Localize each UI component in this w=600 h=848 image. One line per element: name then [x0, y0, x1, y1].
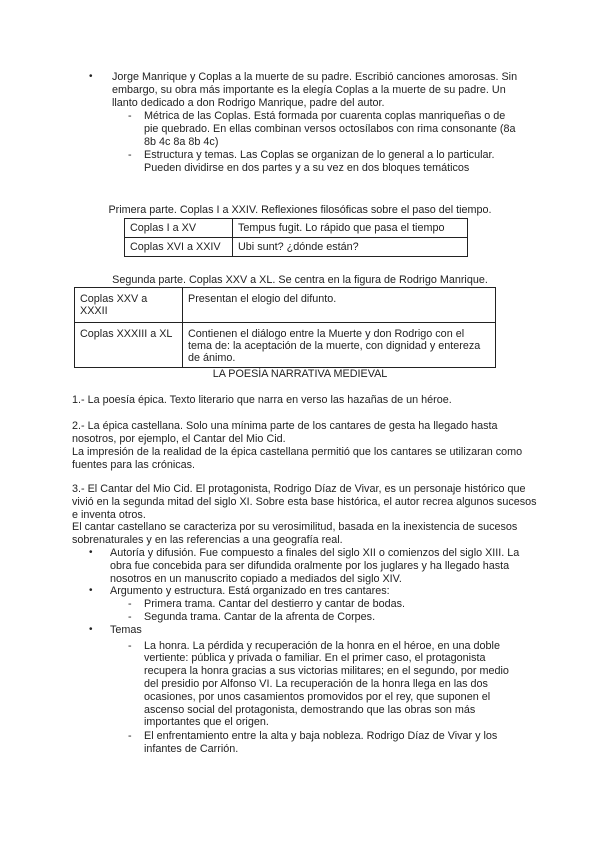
estructura-item: - Estructura y temas. Las Coplas se organizan de lo general a lo particular. Pueden dividirse en dos partes y a su vez en dos bloques temáticos [0, 149, 520, 175]
table-cell: Contienen el diálogo entre la Muerte y don Rodrigo con el tema de: la aceptación de la muerte, con dignidad y entereza de ánimo. [183, 323, 496, 368]
manrique-list [0, 71, 520, 174]
table2-caption: Segunda parte. Coplas XXV a XL. Se centra en la figura de Rodrigo Manrique. [112, 274, 488, 286]
honra-item: - La honra. La pérdida y recuperación de la honra en el héroe, en una doble vertiente: pública y privada o familiar. En el primer caso, el protagonista recupera la honra gracias a sus victorias militares; en el segundo, por medio del presidio por Alfonso VI. La recuperación de la honra llega en las dos ocasiones, por unos casamientos promovidos por el rey, que suponen el ascenso social del protagonista, demostrando que las obras son más importantes que el origen. [0, 640, 520, 730]
temas-item: • Temas [0, 624, 520, 637]
table-row [125, 238, 468, 257]
metrica-item: - Métrica de las Coplas. Está formada por cuarenta coplas manriqueñas o de pie quebrado. En ellas combinan versos octosílabos con rima consonante (8a 8b 4c 8a 8b 4c) [0, 110, 520, 148]
manrique-intro: • Jorge Manrique y Coplas a la muerte de su padre. Escribió canciones amorosas. Sin embargo, su obra más importante es la elegía Coplas a la muerte de su padre. Un llanto dedicado a don Rodrigo Manrique, padre del autor. [0, 71, 520, 109]
paragraph-2b: La impresión de la realidad de la épica castellana permitió que los cantares se utilizaran como fuentes para las crónicas. [72, 446, 523, 471]
table-row [125, 219, 468, 238]
paragraph-3a: 3.- El Cantar del Mio Cid. El protagonista, Rodrigo Díaz de Vivar, es un personaje histórico que vivió en la segunda mitad del siglo XI. Sobre esta base histórica, el autor recrea algunos sucesos e inventa otros. [72, 483, 537, 521]
table-cell: Coplas I a XV [125, 219, 233, 238]
table-segunda-parte [74, 287, 496, 368]
table-cell: Coplas XXXIII a XL [75, 323, 183, 368]
table-cell: Coplas XVI a XXIV [125, 238, 233, 257]
table-cell: Tempus fugit. Lo rápido que pasa el tiempo [233, 219, 468, 238]
autoria-item: • Autoría y difusión. Fue compuesto a finales del siglo XII o comienzos del siglo XIII. La obra fue concebida para ser difundida oralmente por los juglares y ha llegado hasta nosotros en un manuscrito copiado a mediados del siglo XIV. [0, 547, 520, 585]
table-cell: Coplas XXV a XXXII [75, 288, 183, 323]
trama-2-item: - Segunda trama. Cantar de la afrenta de Corpes. [0, 611, 520, 624]
table-cell: Presentan el elogio del difunto. [183, 288, 496, 323]
section-heading: LA POESÍA NARRATIVA MEDIEVAL [212, 368, 388, 380]
paragraph-1: 1.- La poesía épica. Texto literario que narra en verso las hazañas de un héroe. [72, 394, 452, 406]
table-primera-parte [124, 218, 468, 257]
nobleza-item: - El enfrentamiento entre la alta y baja nobleza. Rodrigo Díaz de Vivar y los infantes de Carrión. [0, 730, 520, 756]
table-cell: Ubi sunt? ¿dónde están? [233, 238, 468, 257]
trama-1-item: - Primera trama. Cantar del destierro y cantar de bodas. [0, 598, 520, 611]
table-row [75, 323, 496, 368]
paragraph-2a: 2.- La épica castellana. Solo una mínima parte de los cantares de gesta ha llegado hasta nosotros, por ejemplo, el Cantar del Mio Cid. [72, 420, 498, 445]
paragraph-3b: El cantar castellano se caracteriza por su verosimilitud, basada en la inexistencia de sucesos sobrenaturales y en las referencias a una geografía real. [72, 521, 518, 546]
argumento-item: • Argumento y estructura. Está organizado en tres cantares: [0, 585, 520, 598]
table1-caption: Primera parte. Coplas I a XXIV. Reflexiones filosóficas sobre el paso del tiempo. [108, 204, 492, 216]
table-row [75, 288, 496, 323]
cid-list [0, 547, 520, 756]
